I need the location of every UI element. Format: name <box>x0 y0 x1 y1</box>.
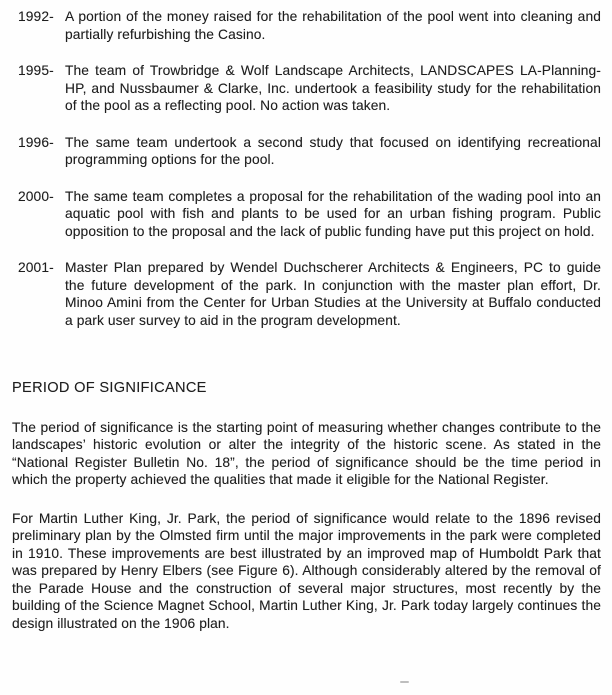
timeline-entry <box>12 188 601 241</box>
timeline-text: The same team completes a proposal for the rehabilitation of the wading pool into an aquatic pool with fish and plants to be used for an urban fishing program. Public opposition to the proposal and the lack of public funding have put this project on hold. <box>65 188 601 239</box>
paragraph: The period of significance is the starting point of measuring whether changes contribute to the landscapes’ historic evolution or alter the integrity of the historic scene. As stated in the “National Register Bulletin No. 18”, the period of significance should be the time period in which the property achieved the qualities that made it eligible for the National Register. <box>12 419 601 487</box>
timeline-text: The same team undertook a second study that focused on identifying recreational programming options for the pool. <box>65 134 601 167</box>
timeline-year: 1992- <box>18 9 54 24</box>
timeline-year: 1995- <box>18 63 54 78</box>
timeline-section <box>12 8 601 329</box>
paragraph: For Martin Luther King, Jr. Park, the period of significance would relate to the 1896 revised preliminary plan by the Olmsted firm until the major improvements in the park were completed in 1910. These improvements are best illustrated by an improved map of Humboldt Park that was prepared by Henry Elbers (see Figure 6). Although considerably altered by the removal of the Parade House and the construction of several major structures, most recently by the building of the Science Magnet School, Martin Luther King, Jr. Park today largely continues the design illustrated on the 1906 plan. <box>12 510 601 631</box>
timeline-entry <box>12 259 601 329</box>
scan-artifact <box>400 681 409 683</box>
section-heading: PERIOD OF SIGNIFICANCE <box>12 380 207 396</box>
timeline-year: 1996- <box>18 134 54 150</box>
timeline-text: A portion of the money raised for the rehabilitation of the pool went into cleaning and partially refurbishing the Casino. <box>65 9 601 42</box>
timeline-year: 2001- <box>18 260 54 275</box>
timeline-entry <box>12 8 601 43</box>
timeline-year: 2000- <box>18 188 54 204</box>
timeline-entry <box>12 62 601 115</box>
timeline-text: The team of Trowbridge & Wolf Landscape Architects, LANDSCAPES LA-Planning-HP, and Nussbaumer & Clarke, Inc. undertook a feasibility study for the rehabilitation of the pool as a reflecting pool. No action was taken. <box>65 63 601 113</box>
timeline-entry <box>12 134 601 169</box>
timeline-text: Master Plan prepared by Wendel Duchscherer Architects & Engineers, PC to guide the future development of the park. In conjunction with the master plan effort, Dr. Minoo Amini from the Center for Urban Studies at the University at Buffalo conducted a park user survey to aid in the program development. <box>65 260 601 328</box>
